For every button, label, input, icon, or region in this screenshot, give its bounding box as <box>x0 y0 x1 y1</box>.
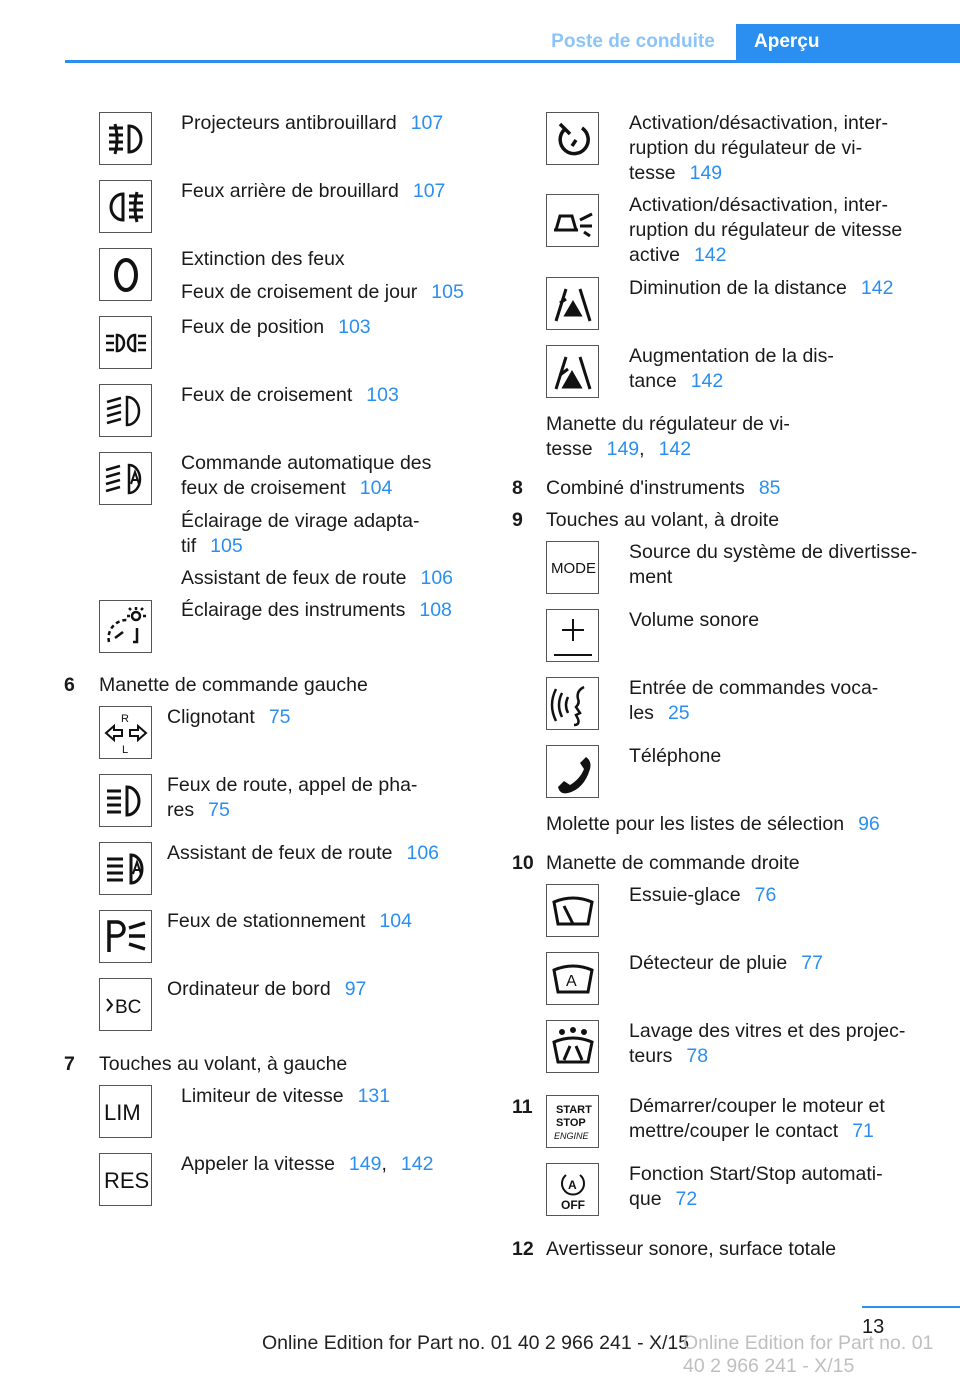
auto-start-stop-off-label: OFF <box>560 1197 585 1212</box>
page-ref[interactable]: 96 <box>858 813 880 835</box>
item-cruise-control: Activation/désactivation, inter- ruption du régulateur de vi- tesse 149 <box>629 112 889 184</box>
item-auto-low-beam: Commande automatique des feux de croisement 104 <box>181 452 432 499</box>
item-high-beam-assist: Assistant de feux de route 106 <box>181 567 454 589</box>
resume-speed-label: RES <box>103 1167 149 1193</box>
section-number: 9 <box>512 509 523 531</box>
item-rear-fog: Feux arrière de brouillard 107 <box>181 180 446 202</box>
page-ref[interactable]: 71 <box>852 1120 874 1142</box>
item-distance-decrease: Diminution de la distance 142 <box>629 277 894 299</box>
section-number: 12 <box>512 1238 534 1260</box>
board-computer-label: BC <box>114 996 141 1018</box>
active-cruise-control-icon <box>546 194 599 247</box>
high-beam-assist-icon <box>99 842 152 895</box>
auto-low-beam-icon <box>99 452 152 505</box>
rain-sensor-label: A <box>565 972 577 990</box>
distance-decrease-icon <box>546 277 599 330</box>
page-ref[interactable]: 149 <box>689 162 723 184</box>
item-turn-signal: Clignotant 75 <box>167 706 291 728</box>
start-stop-engine-icon <box>546 1095 599 1148</box>
page-ref[interactable]: 106 <box>406 842 440 864</box>
section-title: Touches au volant, à droite <box>546 509 780 531</box>
low-beam-icon <box>99 384 152 437</box>
distance-increase-icon <box>546 345 599 398</box>
header-rule <box>65 60 960 63</box>
page-ref[interactable]: 105 <box>210 535 243 557</box>
page-ref[interactable]: 149 <box>348 1153 382 1175</box>
page-ref[interactable]: 142 <box>693 244 727 266</box>
item-thumbwheel: Molette pour les listes de sélection 96 <box>546 813 880 835</box>
item-low-beam: Feux de croisement 103 <box>181 384 399 406</box>
phone-icon <box>546 745 599 798</box>
page-ref[interactable]: 149 <box>606 438 640 460</box>
item-front-fog: Projecteurs antibrouillard 107 <box>181 112 444 134</box>
item-speed-limiter: Limiteur de vitesse 131 <box>181 1085 391 1107</box>
page-ref[interactable]: 78 <box>686 1045 709 1067</box>
page-ref[interactable]: 25 <box>667 702 690 724</box>
stop-label: STOP <box>555 1116 586 1129</box>
turn-signal-icon <box>99 706 152 759</box>
item-distance-increase: Augmentation de la dis- tance 142 <box>629 345 834 392</box>
item-voice-command: Entrée de commandes voca- les 25 <box>629 677 879 724</box>
item-auto-start-stop: Fonction Start/Stop automati- que 72 <box>629 1163 883 1210</box>
washer-icon <box>546 1020 599 1073</box>
page-ref[interactable]: 142 <box>658 438 692 460</box>
item-resume-speed: Appeler la vitesse 149, 142 <box>181 1153 434 1175</box>
item-start-stop-engine: Démarrer/couper le moteur et mettre/couper le contact 71 <box>629 1095 885 1142</box>
auto-start-stop-icon <box>546 1163 599 1216</box>
item-high-beam: Feux de route, appel de pha- res 75 <box>167 774 418 821</box>
item-entertainment-source: Source du système de divertisse- ment <box>629 541 918 588</box>
start-label: START <box>555 1103 592 1116</box>
item-parking-light: Feux de stationnement 104 <box>167 910 412 932</box>
page-ref[interactable]: 103 <box>366 384 399 406</box>
footer-rule <box>862 1306 960 1308</box>
parking-lights-icon <box>99 316 152 369</box>
page-ref[interactable]: 107 <box>410 112 444 134</box>
item-volume: Volume sonore <box>629 609 760 631</box>
section-number: 11 <box>512 1096 533 1118</box>
section-number: 10 <box>512 852 534 874</box>
mode-icon <box>546 541 599 594</box>
lights-off-icon <box>99 248 152 301</box>
page-ref[interactable]: 104 <box>359 477 393 499</box>
item-lights-off: Extinction des feux <box>181 248 345 270</box>
page-ref[interactable]: 75 <box>208 799 230 821</box>
item-cruise-lever: Manette du régulateur de vi- tesse 149, 142 <box>546 413 790 460</box>
item-active-cruise-control: Activation/désactivation, inter- ruption du régulateur de vitesse active 142 <box>629 194 903 266</box>
page-ref[interactable]: 77 <box>801 952 823 974</box>
item-high-beam-assist-2: Assistant de feux de route 106 <box>167 842 440 864</box>
page-ref[interactable]: 106 <box>420 567 454 589</box>
item-adaptive-light: Éclairage de virage adapta- tif 105 <box>181 510 420 557</box>
speed-limiter-icon <box>99 1085 152 1138</box>
section-title: Touches au volant, à gauche <box>99 1053 348 1075</box>
instrument-lighting-icon <box>99 600 152 653</box>
section-title: Combiné d'instruments 85 <box>546 477 781 499</box>
item-washer: Lavage des vitres et des projec- teurs 78 <box>629 1020 906 1067</box>
high-beam-icon <box>99 774 152 827</box>
page-ref[interactable]: 104 <box>379 910 412 932</box>
wiper-icon <box>546 884 599 937</box>
front-fog-light-icon <box>99 112 152 165</box>
section-title: Manette de commande gauche <box>99 674 368 696</box>
rain-sensor-icon <box>546 952 599 1005</box>
voice-command-icon <box>546 677 599 730</box>
page-ref[interactable]: 142 <box>690 370 724 392</box>
page-ref[interactable]: 72 <box>675 1188 698 1210</box>
page-ref[interactable]: 97 <box>344 978 367 1000</box>
cruise-control-icon <box>546 112 599 165</box>
resume-speed-icon <box>99 1153 152 1206</box>
parking-light-icon <box>99 910 152 963</box>
page-ref[interactable]: 76 <box>754 884 777 906</box>
item-board-computer: Ordinateur de bord 97 <box>167 978 367 1000</box>
watermark: Online Edition for Part no. 01 40 2 966 241 - X/15 <box>683 1332 934 1377</box>
item-instrument-lighting: Éclairage des instruments 108 <box>181 599 452 621</box>
speed-limiter-label: LIM <box>103 1099 141 1125</box>
page-ref[interactable]: 142 <box>860 277 894 299</box>
tab-apercu[interactable]: Aperçu <box>736 24 960 61</box>
section-number: 7 <box>64 1053 75 1075</box>
mode-label: MODE <box>550 559 596 577</box>
page-ref[interactable]: 131 <box>357 1085 391 1107</box>
engine-label: ENGINE <box>553 1130 589 1141</box>
page-number: 13 <box>862 1316 885 1338</box>
board-computer-icon <box>99 978 152 1031</box>
section-number: 8 <box>512 477 523 499</box>
page-ref[interactable]: 142 <box>400 1153 434 1175</box>
item-phone: Téléphone <box>629 745 722 767</box>
section-title: Manette de commande droite <box>546 852 800 874</box>
turn-signal-r-label: R <box>120 712 129 725</box>
section-number: 6 <box>64 674 75 696</box>
page-ref[interactable]: 85 <box>758 477 781 499</box>
page-ref[interactable]: 108 <box>419 599 452 621</box>
page-ref[interactable]: 105 <box>431 281 464 303</box>
turn-signal-l-label: L <box>121 743 128 756</box>
rear-fog-light-icon <box>99 180 152 233</box>
item-position-lights: Feux de position 103 <box>181 316 371 338</box>
section-tab[interactable]: Poste de conduite <box>551 31 715 52</box>
item-daytime-lights: Feux de croisement de jour 105 <box>181 281 464 303</box>
edition-note: Online Edition for Part no. 01 40 2 966 241 - X/15 <box>262 1332 690 1354</box>
auto-start-stop-a-label: A <box>567 1177 577 1192</box>
page-ref[interactable]: 107 <box>412 180 446 202</box>
item-wiper: Essuie-glace 76 <box>629 884 777 906</box>
page-ref[interactable]: 75 <box>268 706 291 728</box>
volume-icon <box>546 609 599 662</box>
page-ref[interactable]: 103 <box>338 316 371 338</box>
section-title: Avertisseur sonore, surface totale <box>546 1238 837 1260</box>
item-rain-sensor: Détecteur de pluie 77 <box>629 952 823 974</box>
